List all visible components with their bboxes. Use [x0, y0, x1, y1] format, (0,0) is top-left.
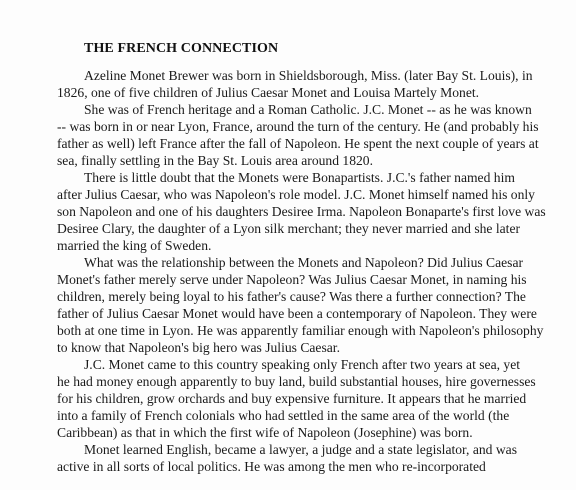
- text-line: father as well) left France after the fall of Napoleon. He spent the next couple of years at: [57, 136, 539, 151]
- text-line: -- was born in or near Lyon, France, around the turn of the century. He (and probably his: [57, 119, 539, 134]
- text-line: for his children, grow orchards and buy expensive furniture. It appears that he married: [57, 391, 527, 406]
- text-line: Desiree Clary, the daughter of a Lyon silk merchant; they never married and she later: [57, 221, 521, 236]
- text-line: Monet learned English, became a lawyer, a judge and a state legislator, and was: [84, 442, 517, 457]
- text-line: children, merely being loyal to his father's cause? Was there a further connection? The: [57, 289, 526, 304]
- text-line: What was the relationship between the Monets and Napoleon? Did Julius Caesar: [84, 255, 524, 270]
- text-line: he had money enough apparently to buy land, build substantial houses, hire governesses: [57, 374, 536, 389]
- text-line: to know that Napoleon's big hero was Julius Caesar.: [57, 340, 340, 355]
- document-title: THE FRENCH CONNECTION: [84, 41, 279, 56]
- text-line: Caribbean) as that in which the first wife of Napoleon (Josephine) was born.: [57, 425, 473, 440]
- text-line: into a family of French colonials who had settled in the same area of the world (the: [57, 408, 510, 423]
- text-line: There is little doubt that the Monets were Bonapartists. J.C.'s father named him: [84, 170, 515, 185]
- text-line: married the king of Sweden.: [57, 238, 212, 253]
- text-line: Monet's father merely serve under Napoleon? Was Julius Caesar Monet, in naming his: [57, 272, 527, 287]
- text-line: son Napoleon and one of his daughters Desiree Irma. Napoleon Bonaparte's first love was: [57, 204, 546, 219]
- text-line: Azeline Monet Brewer was born in Shieldsborough, Miss. (later Bay St. Louis), in: [84, 68, 533, 83]
- text-line: 1826, one of five children of Julius Caesar Monet and Louisa Martely Monet.: [57, 85, 480, 100]
- text-line: after Julius Caesar, who was Napoleon's role model. J.C. Monet himself named his only: [57, 187, 535, 202]
- text-line: sea, finally settling in the Bay St. Louis area around 1820.: [57, 153, 373, 168]
- text-line: both at one time in Lyon. He was apparently familiar enough with Napoleon's philosophy: [57, 323, 544, 338]
- text-line: She was of French heritage and a Roman Catholic. J.C. Monet -- as he was known: [84, 102, 532, 117]
- text-line: father of Julius Caesar Monet would have been a contemporary of Napoleon. They were: [57, 306, 537, 321]
- text-line: active in all sorts of local politics. He was among the men who re-incorporated: [57, 459, 486, 474]
- text-line: J.C. Monet came to this country speaking only French after two years at sea, yet: [84, 357, 521, 372]
